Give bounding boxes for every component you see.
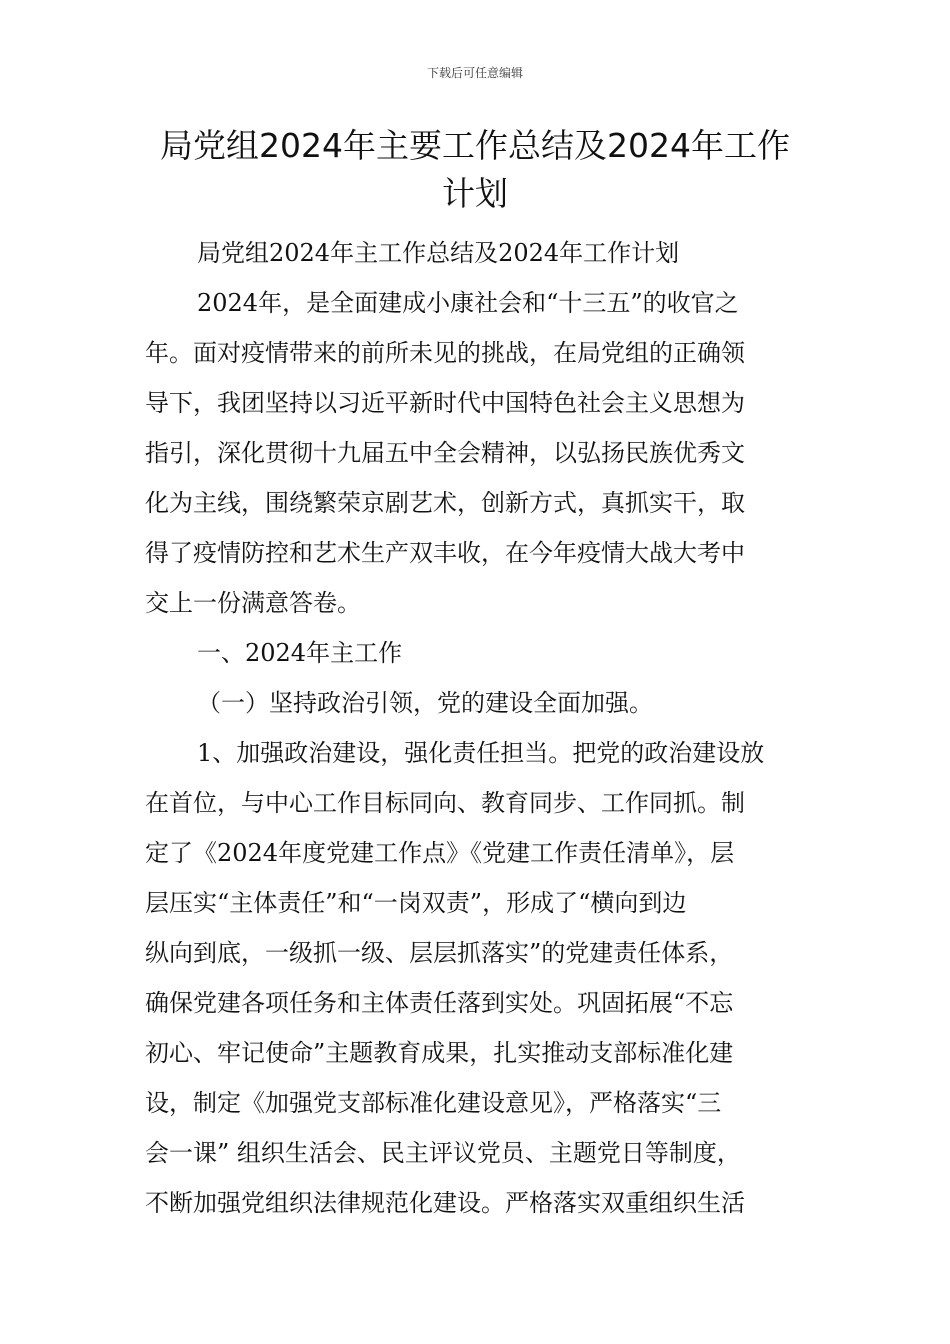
header-note: 下载后可任意编辑 bbox=[426, 66, 523, 80]
body-line: 初心、牢记使命”主题教育成果，扎实推动支部标准化建 bbox=[145, 1039, 734, 1067]
document-body bbox=[145, 228, 810, 1228]
body-line: 交上一份满意答卷。 bbox=[145, 589, 361, 617]
body-line: 导下，我团坚持以习近平新时代中国特色社会主义思想为 bbox=[145, 389, 745, 417]
body-line: 得了疫情防控和艺术生产双丰收，在今年疫情大战大考中 bbox=[145, 539, 745, 567]
body-line: 1、加强政治建设，强化责任担当。把党的政治建设放 bbox=[197, 739, 765, 767]
document-title bbox=[140, 122, 810, 218]
body-line: 局党组2024年主工作总结及2024年工作计划 bbox=[197, 239, 680, 267]
body-line: 一、2024年主工作 bbox=[197, 639, 403, 667]
body-line: （一）坚持政治引领，党的建设全面加强。 bbox=[197, 689, 653, 717]
body-line: 2024年，是全面建成小康社会和“十三五”的收官之 bbox=[197, 289, 739, 317]
body-line: 层压实“主体责任”和“一岗双责”，形成了“横向到边 bbox=[145, 889, 687, 917]
body-line: 不断加强党组织法律规范化建设。严格落实双重组织生活 bbox=[145, 1189, 745, 1217]
body-line: 设，制定《加强党支部标准化建设意见》，严格落实“三 bbox=[145, 1089, 722, 1117]
body-line: 确保党建各项任务和主体责任落到实处。巩固拓展“不忘 bbox=[145, 989, 734, 1017]
body-line: 化为主线，围绕繁荣京剧艺术，创新方式，真抓实干，取 bbox=[145, 489, 745, 517]
body-line: 会一课” 组织生活会、民主评议党员、主题党日等制度， bbox=[145, 1139, 741, 1167]
title-line-1: 局党组2024年主要工作总结及2024年工作 bbox=[160, 126, 790, 165]
body-line: 定了《2024年度党建工作点》《党建工作责任清单》，层 bbox=[145, 839, 735, 867]
body-line: 指引，深化贯彻十九届五中全会精神，以弘扬民族优秀文 bbox=[145, 439, 745, 467]
title-line-2: 计划 bbox=[442, 174, 508, 213]
body-line: 在首位，与中心工作目标同向、教育同步、工作同抓。制 bbox=[145, 789, 745, 817]
body-line: 纵向到底，一级抓一级、层层抓落实”的党建责任体系， bbox=[145, 939, 734, 967]
body-line: 年。面对疫情带来的前所未见的挑战，在局党组的正确领 bbox=[145, 339, 745, 367]
